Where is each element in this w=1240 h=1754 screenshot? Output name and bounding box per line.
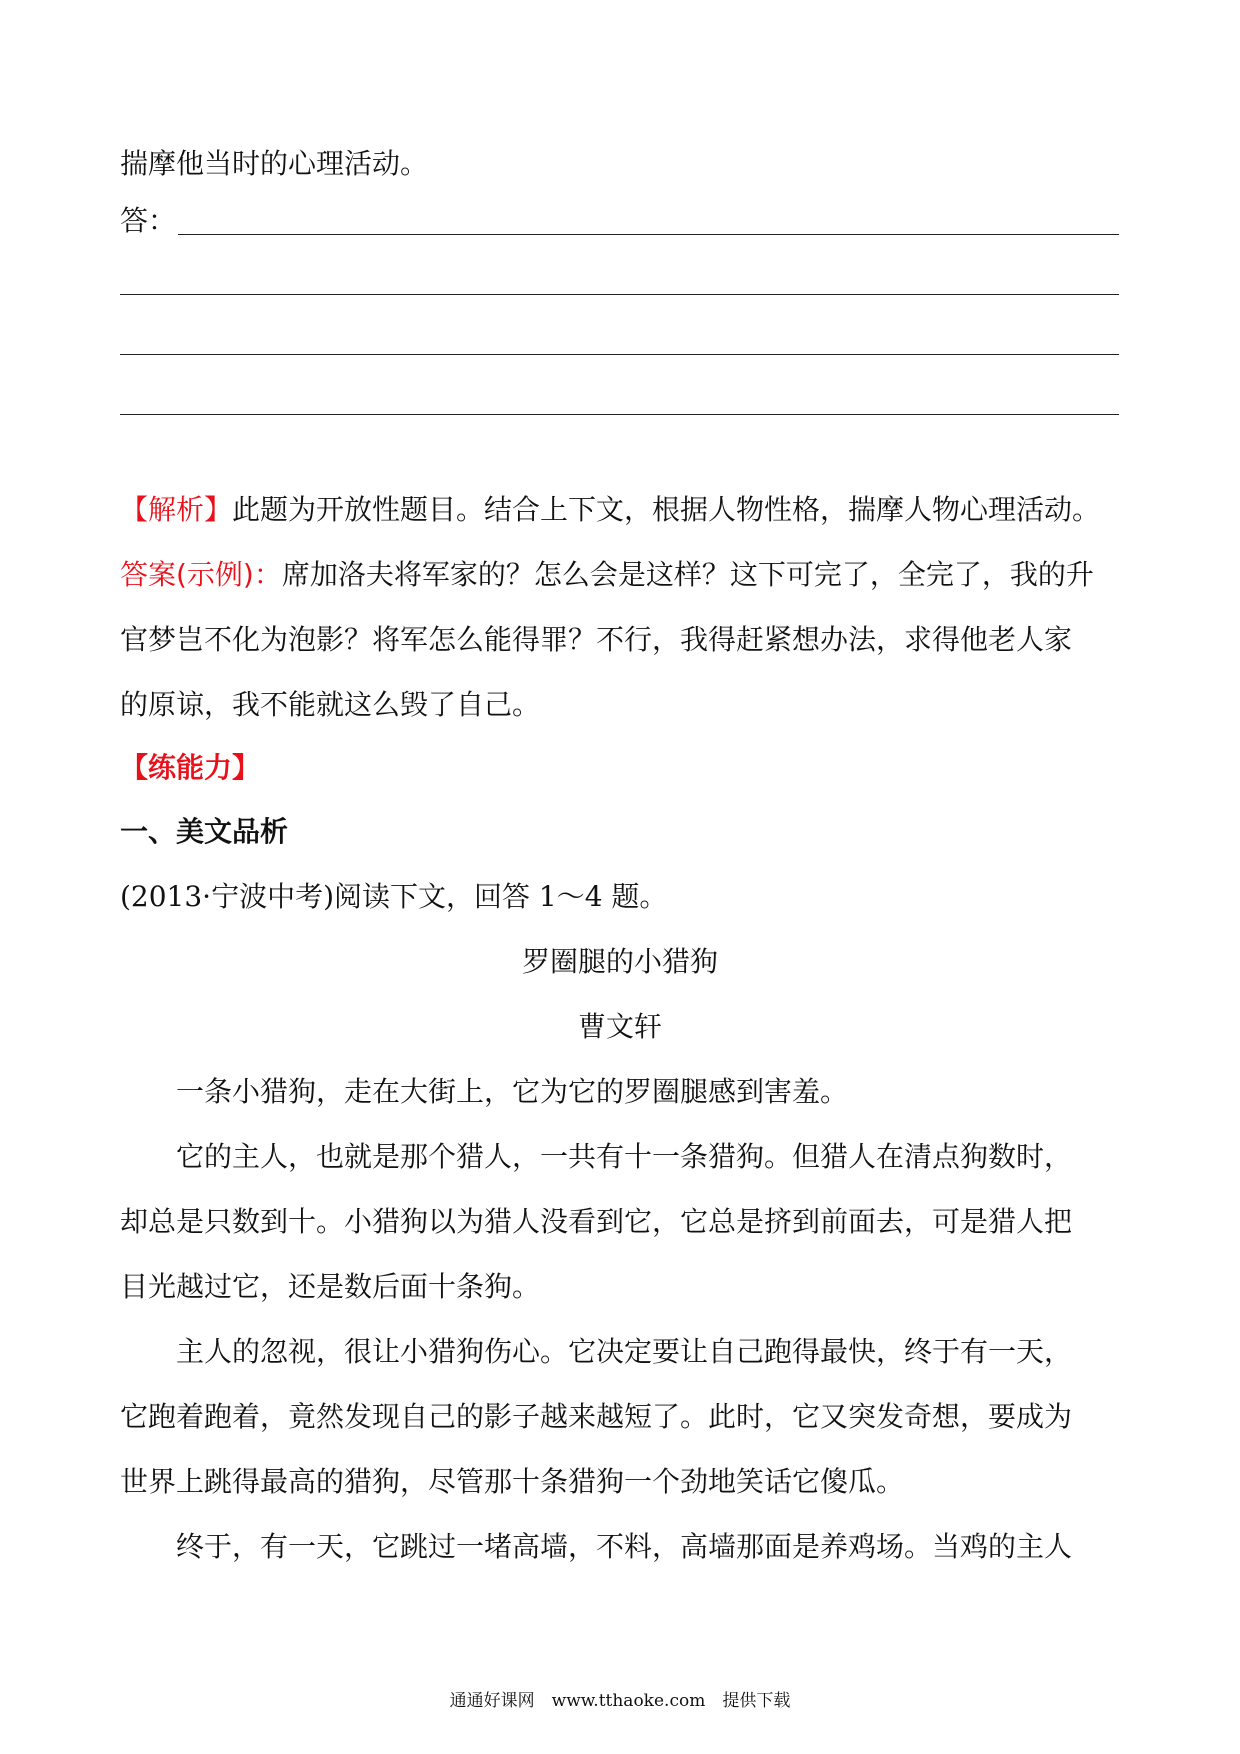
source-note: (2013·宁波中考)阅读下文，回答 1～4 题。 [120,880,668,913]
article-line: 一条小猎狗，走在大街上，它为它的罗圈腿感到害羞。 [120,1075,849,1108]
answer-line-4[interactable] [120,414,1119,415]
article-line: 目光越过它，还是数后面十条狗。 [120,1270,541,1303]
sample-answer-line-1 [120,555,1094,595]
part-heading: 一、美文品析 [120,815,289,848]
analysis-text: 此题为开放性题目。结合上下文，根据人物性格，揣摩人物心理活动。 [232,493,1101,526]
answer-label: 答： [120,204,177,237]
article-line: 它的主人，也就是那个猎人，一共有十一条猎狗。但猎人在清点狗数时， [120,1140,1073,1173]
article-author: 曹文轩 [577,1010,662,1043]
article-line: 终于，有一天，它跳过一堵高墙，不料，高墙那面是养鸡场。当鸡的主人 [120,1530,1073,1563]
practice-heading: 【练能力】 [120,751,261,784]
answer-line-3[interactable] [120,354,1119,355]
article-line: 它跑着跑着，竟然发现自己的影子越来越短了。此时，它又突发奇想，要成为 [120,1400,1073,1433]
page-footer: 通通好课网 www.tthaoke.com 提供下载 [449,1691,791,1711]
sample-answer-line-2: 官梦岂不化为泡影？将军怎么能得罪？不行，我得赶紧想办法，求得他老人家 [120,623,1073,656]
sample-answer-line-3: 的原谅，我不能就这么毁了自己。 [120,688,541,721]
sample-answer-text-1: 席加洛夫将军家的？怎么会是这样？这下可完了，全完了，我的升 [281,558,1094,591]
answer-line-2[interactable] [120,294,1119,295]
analysis-tag: 【解析】 [120,493,233,526]
analysis-paragraph [120,490,1100,530]
article-line: 主人的忽视，很让小猎狗伤心。它决定要让自己跑得最快，终于有一天， [120,1335,1073,1368]
article-line: 却总是只数到十。小猎狗以为猎人没看到它，它总是挤到前面去，可是猎人把 [120,1205,1073,1238]
sample-answer-tag: 答案(示例)： [120,558,282,591]
article-line: 世界上跳得最高的猎狗，尽管那十条猎狗一个劲地笑话它傻瓜。 [120,1465,905,1498]
answer-line-1[interactable] [178,234,1119,235]
question-prompt-tail: 揣摩他当时的心理活动。 [120,147,429,180]
article-title: 罗圈腿的小猎狗 [521,945,718,978]
